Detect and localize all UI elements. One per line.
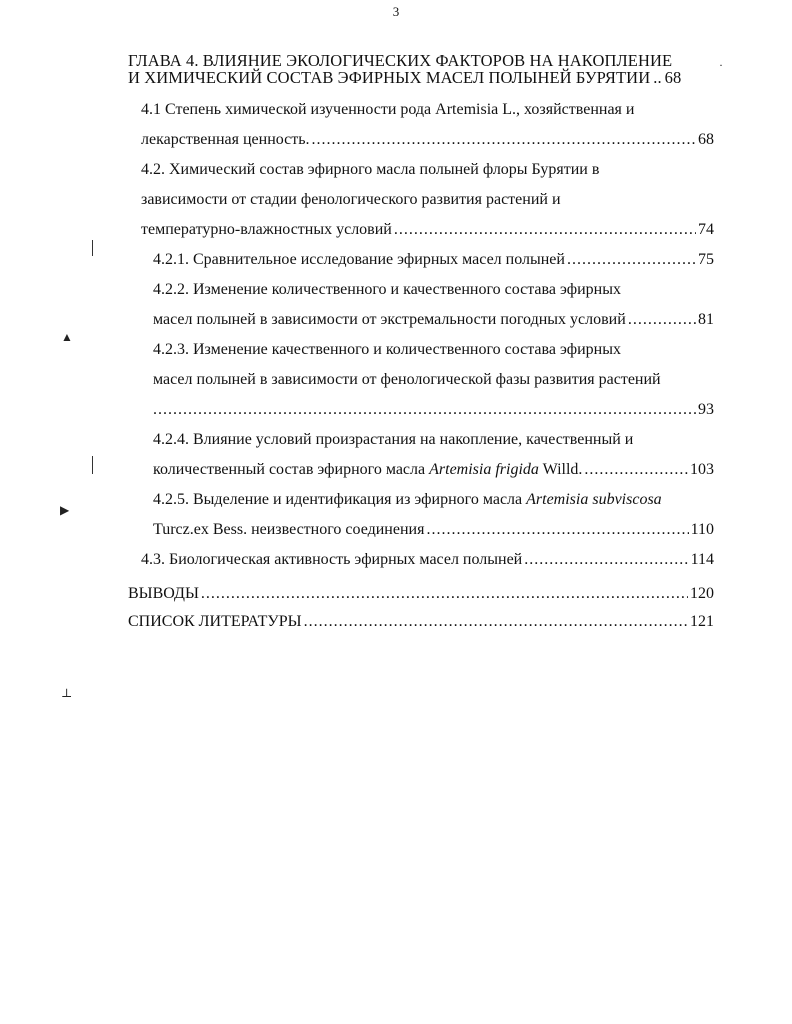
toc-entry-4-1-line-2: лекарственная ценность. <box>141 131 310 148</box>
toc-entry-4-3-text: 4.3. Биологическая активность эфирных масел полыней <box>141 551 523 568</box>
scan-artifact-dot: · <box>719 58 723 72</box>
scan-artifact-arrow: ▲ <box>61 330 73 344</box>
toc-page-references: 121 <box>690 613 714 630</box>
toc-references-text: СПИСОК ЛИТЕРАТУРЫ <box>128 613 302 630</box>
toc-entry-references[interactable] <box>128 612 714 632</box>
dot-leader <box>304 612 688 632</box>
scan-artifact-mark: ⊥ <box>61 686 73 700</box>
toc-entry-4-2-2-line-2: масел полыней в зависимости от экстремальности погодных условий <box>153 311 626 328</box>
toc-entry-4-2-line-2[interactable]: зависимости от стадии фенологического развития растений и <box>141 191 561 208</box>
dot-leader <box>426 520 688 540</box>
toc-conclusions-text: ВЫВОДЫ <box>128 585 199 602</box>
toc-page-4-2-1: 75 <box>698 251 714 268</box>
toc-page-conclusions: 120 <box>690 585 714 602</box>
toc-page-4-2-4: 103 <box>690 461 714 478</box>
toc-entry-4-2-3-line-2[interactable]: масел полыней в зависимости от фенологической фазы развития растений <box>153 371 661 388</box>
toc-entry-4-2-line-1[interactable]: 4.2. Химический состав эфирного масла полыней флоры Бурятии в <box>141 161 600 178</box>
dot-leader <box>628 310 696 330</box>
toc-entry-4-2-5[interactable] <box>153 520 714 540</box>
toc-entry-4-3[interactable] <box>141 550 714 570</box>
toc-entry-4-2-4-line-1[interactable]: 4.2.4. Влияние условий произрастания на накопление, качественный и <box>153 431 634 448</box>
page-number: 3 <box>392 4 400 19</box>
toc-entry-4-2-3[interactable] <box>153 400 714 420</box>
toc-page-4-3: 114 <box>690 551 714 568</box>
toc-entry-4-2-4-line-2: количественный состав эфирного масла <box>153 461 430 478</box>
chapter-page: 68 <box>664 68 682 87</box>
toc-entry-4-2-line-3: температурно-влажностных условий <box>141 221 392 238</box>
toc-entry-4-2-2[interactable] <box>153 310 714 330</box>
scan-artifact-arrow: ▶ <box>60 503 70 517</box>
dot-leader <box>584 460 688 480</box>
toc-page-4-2-3: 93 <box>698 401 714 418</box>
toc-entry-4-1-line-1[interactable]: 4.1 Степень химической изученности рода Artemisia L., хозяйственная и <box>141 101 635 118</box>
toc-page-4-2: 74 <box>698 221 714 238</box>
toc-entry-4-2-4[interactable] <box>153 460 714 480</box>
toc-page-4-1: 68 <box>698 131 714 148</box>
chapter-title[interactable] <box>128 52 718 86</box>
toc-entry-4-2-3-line-1[interactable]: 4.2.3. Изменение качественного и количественного состава эфирных <box>153 341 621 358</box>
toc-entry-4-1[interactable] <box>141 130 714 150</box>
scan-artifact-tick <box>92 456 93 474</box>
toc-entry-4-2-2-line-1[interactable]: 4.2.2. Изменение количественного и качественного состава эфирных <box>153 281 621 298</box>
toc-entry-4-2-1-text: 4.2.1. Сравнительное исследование эфирных масел полыней <box>153 251 565 268</box>
toc-page-4-2-2: 81 <box>698 311 714 328</box>
chapter-title-line-2: И ХИМИЧЕСКИЙ СОСТАВ ЭФИРНЫХ МАСЕЛ ПОЛЫНЕЙ БУРЯТИИ <box>128 68 651 87</box>
scan-artifact-tick <box>92 240 93 256</box>
toc-entry-4-2[interactable] <box>141 220 714 240</box>
toc-entry-4-2-1[interactable] <box>153 250 714 270</box>
toc-page-4-2-5: 110 <box>690 521 714 538</box>
toc-entry-4-2-5-line-1[interactable] <box>153 490 662 510</box>
dot-leader <box>153 400 696 420</box>
dot-leader <box>312 130 696 150</box>
dot-leader <box>201 584 688 604</box>
chapter-title-dots: .. <box>653 68 662 87</box>
dot-leader <box>524 550 688 570</box>
species-name: Artemisia frigida <box>429 461 539 478</box>
dot-leader <box>567 250 696 270</box>
dot-leader <box>394 220 696 240</box>
toc-entry-4-2-5-line-2: Turcz.ex Bess. неизвестного соединения <box>153 521 425 538</box>
toc-entry-4-2-5-text: 4.2.5. Выделение и идентификация из эфирного масла <box>153 491 527 508</box>
species-author: Willd. <box>538 461 583 478</box>
species-name: Artemisia subviscosa <box>526 491 662 508</box>
toc-entry-conclusions[interactable] <box>128 584 714 604</box>
chapter-title-line-1: ГЛАВА 4. ВЛИЯНИЕ ЭКОЛОГИЧЕСКИХ ФАКТОРОВ НА НАКОПЛЕНИЕ <box>128 51 673 70</box>
